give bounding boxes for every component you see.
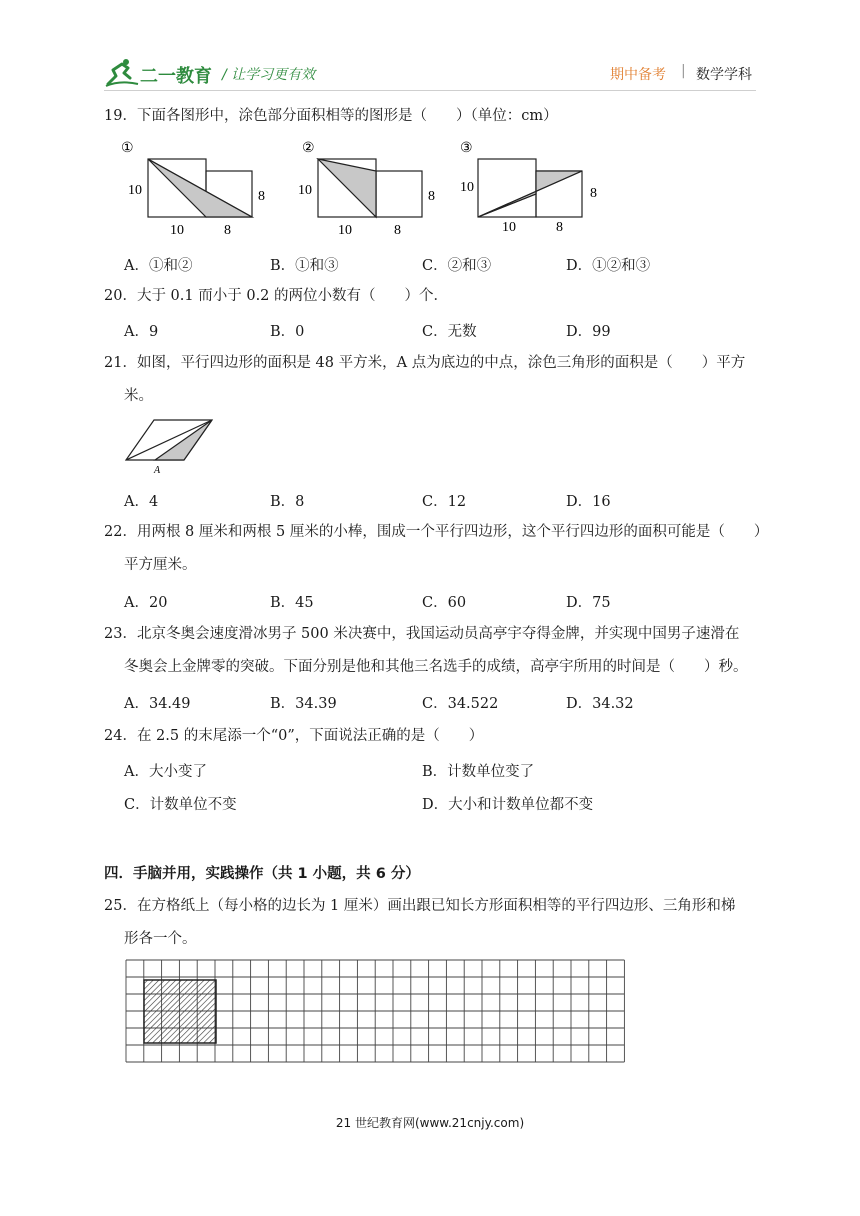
subject-tag: 数学学科 bbox=[696, 67, 752, 83]
figure-mark-3: ③ bbox=[460, 141, 473, 156]
q21-option-a[interactable]: A．4 bbox=[124, 494, 159, 510]
q20-option-a[interactable]: A．9 bbox=[124, 324, 159, 340]
question-24: 24．在 2.5 的末尾添一个“0”，下面说法正确的是（ ） bbox=[104, 728, 484, 744]
q20-option-b[interactable]: B．0 bbox=[270, 324, 305, 340]
question-25-line2: 形各一个。 bbox=[124, 931, 197, 947]
q19-figures bbox=[110, 134, 670, 244]
grid-paper[interactable] bbox=[124, 958, 626, 1064]
q22-option-c[interactable]: C．60 bbox=[422, 595, 467, 611]
q23-option-a[interactable]: A．34.49 bbox=[124, 696, 191, 712]
fig1-label-bottom1: 10 bbox=[170, 223, 184, 238]
q24-option-b[interactable]: B．计数单位变了 bbox=[422, 764, 535, 780]
fig1-label-right: 8 bbox=[258, 189, 265, 204]
fig3-label-bottom2: 8 bbox=[556, 220, 563, 235]
fig1-label-bottom2: 8 bbox=[224, 223, 231, 238]
q21-option-d[interactable]: D．16 bbox=[566, 494, 611, 510]
fig3-label-right: 8 bbox=[590, 186, 597, 201]
q19-option-d[interactable]: D．①②和③ bbox=[566, 258, 651, 274]
question-19: 19．下面各图形中，涂色部分面积相等的图形是（ ）（单位：cm） bbox=[104, 108, 558, 124]
q24-option-a[interactable]: A．大小变了 bbox=[124, 764, 207, 780]
q19-option-a[interactable]: A．①和② bbox=[124, 258, 193, 274]
point-a-label: A bbox=[154, 465, 161, 476]
q19-option-c[interactable]: C．②和③ bbox=[422, 258, 492, 274]
question-21-line1: 21．如图，平行四边形的面积是 48 平方米，A 点为底边的中点，涂色三角形的面积是（ ）平方 bbox=[104, 355, 746, 371]
q24-option-c[interactable]: C．计数单位不变 bbox=[124, 797, 237, 813]
slogan: / 让学习更有效 bbox=[222, 67, 316, 83]
section-4-title: 四．手脑并用，实践操作（共 1 小题，共 6 分） bbox=[104, 866, 420, 882]
q22-option-a[interactable]: A．20 bbox=[124, 595, 168, 611]
fig1-label-left: 10 bbox=[128, 183, 142, 198]
figure-2 bbox=[298, 141, 435, 238]
runner-logo-icon bbox=[104, 58, 140, 88]
header-separator: | bbox=[681, 63, 686, 79]
fig2-label-bottom1: 10 bbox=[338, 223, 352, 238]
q23-option-c[interactable]: C．34.522 bbox=[422, 696, 499, 712]
q20-option-c[interactable]: C．无数 bbox=[422, 324, 477, 340]
q22-option-d[interactable]: D．75 bbox=[566, 595, 611, 611]
q21-option-b[interactable]: B．8 bbox=[270, 494, 305, 510]
question-22-line2: 平方厘米。 bbox=[124, 557, 197, 573]
question-22-line1: 22．用两根 8 厘米和两根 5 厘米的小棒，围成一个平行四边形，这个平行四边形的面积可能是（ ） bbox=[104, 524, 769, 540]
figure-mark-2: ② bbox=[302, 141, 315, 156]
question-21-line2: 米。 bbox=[124, 388, 153, 404]
q22-option-b[interactable]: B．45 bbox=[270, 595, 314, 611]
q23-option-d[interactable]: D．34.32 bbox=[566, 696, 634, 712]
question-23-line2: 冬奥会上金牌零的突破。下面分别是他和其他三名选手的成绩，高亭宇所用的时间是（ ）秒。 bbox=[124, 659, 748, 675]
question-25-line1: 25．在方格纸上（每小格的边长为 1 厘米）画出跟已知长方形面积相等的平行四边形、三角形和梯 bbox=[104, 898, 736, 914]
header-rule bbox=[104, 90, 756, 91]
q21-option-c[interactable]: C．12 bbox=[422, 494, 467, 510]
q20-option-d[interactable]: D．99 bbox=[566, 324, 611, 340]
q21-parallelogram bbox=[120, 414, 220, 476]
figure-mark-1: ① bbox=[121, 141, 134, 156]
fig3-label-left: 10 bbox=[460, 180, 474, 195]
fig2-label-left: 10 bbox=[298, 183, 312, 198]
figure-1 bbox=[121, 141, 265, 238]
given-rectangle bbox=[144, 980, 216, 1043]
fig3-label-bottom1: 10 bbox=[502, 220, 516, 235]
figure-3 bbox=[460, 141, 597, 235]
fig2-label-bottom2: 8 bbox=[394, 223, 401, 238]
brand-name: 二一教育 bbox=[140, 66, 212, 87]
page-footer: 21 世纪教育网(www.21cnjy.com) bbox=[335, 1116, 525, 1130]
q19-option-b[interactable]: B．①和③ bbox=[270, 258, 339, 274]
question-20: 20．大于 0.1 而小于 0.2 的两位小数有（ ）个． bbox=[104, 288, 449, 304]
exam-tag: 期中备考 bbox=[610, 67, 666, 83]
q23-option-b[interactable]: B．34.39 bbox=[270, 696, 337, 712]
q24-option-d[interactable]: D．大小和计数单位都不变 bbox=[422, 797, 594, 813]
question-23-line1: 23．北京冬奥会速度滑冰男子 500 米决赛中，我国运动员高亭宇夺得金牌，并实现中国男子速滑在 bbox=[104, 626, 740, 642]
fig2-label-right: 8 bbox=[428, 189, 435, 204]
